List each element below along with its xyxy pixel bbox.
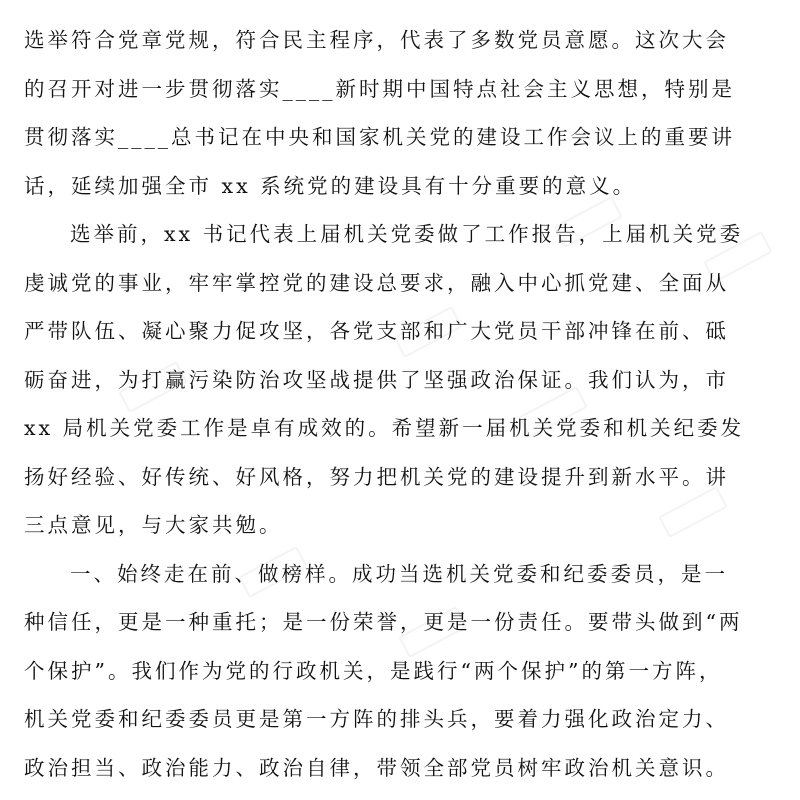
text-line: 贯彻落实____总书记在中央和国家机关党的建设工作会议上的重要讲 xyxy=(24,125,735,149)
paragraph-2 xyxy=(24,210,764,550)
text-line: 虔诚党的事业，牢牢掌控党的建设总要求，融入中心抓党建、全面从 xyxy=(24,270,729,295)
paragraph-3 xyxy=(24,550,764,793)
text-line xyxy=(24,210,764,259)
text-line: 严带队伍、凝心聚力促攻坚，各党支部和广大党员干部冲锋在前、砥 xyxy=(24,319,729,343)
paragraph-1 xyxy=(24,16,764,210)
text-line: 话，延续加强全市 xx 系统党的建设具有十分重要的意义。 xyxy=(24,173,637,198)
text-line xyxy=(24,550,764,599)
text-line: 扬好经验、好传统、好风格，努力把机关党的建设提升到新水平。讲 xyxy=(24,464,729,489)
text-line: xx 局机关党委工作是卓有成效的。希望新一届机关党委和机关纪委发 xyxy=(24,416,745,440)
text-line: 政治担当、政治能力、政治自律，带领全部党员树牢政治机关意识。 xyxy=(24,755,729,780)
text-line-content: 选举前，xx 书记代表上届机关党委做了工作报告，上届机关党委 xyxy=(70,222,744,246)
text-line: 的召开对进一步贯彻落实____新时期中国特点社会主义思想，特别是 xyxy=(24,76,735,101)
text-line-content: 一、始终走在前、做榜样。成功当选机关党委和纪委委员，是一 xyxy=(70,561,728,586)
text-line: 机关党委和纪委委员更是第一方阵的排头兵，要着力强化政治定力、 xyxy=(24,707,729,731)
text-line: 选举符合党章党规，符合民主程序，代表了多数党员意愿。这次大会 xyxy=(24,28,729,52)
text-line: 砺奋进，为打赢污染防治攻坚战提供了坚强政治保证。我们认为，市 xyxy=(24,367,729,392)
text-line: 三点意见，与大家共勉。 xyxy=(24,513,283,537)
text-line: 种信任，更是一种重托；是一份荣誉，更是一份责任。要带头做到“两 xyxy=(24,610,743,634)
document-body xyxy=(24,16,764,792)
text-line: 个保护”。我们作为党的行政机关，是践行“两个保护”的第一方阵， xyxy=(24,658,723,683)
